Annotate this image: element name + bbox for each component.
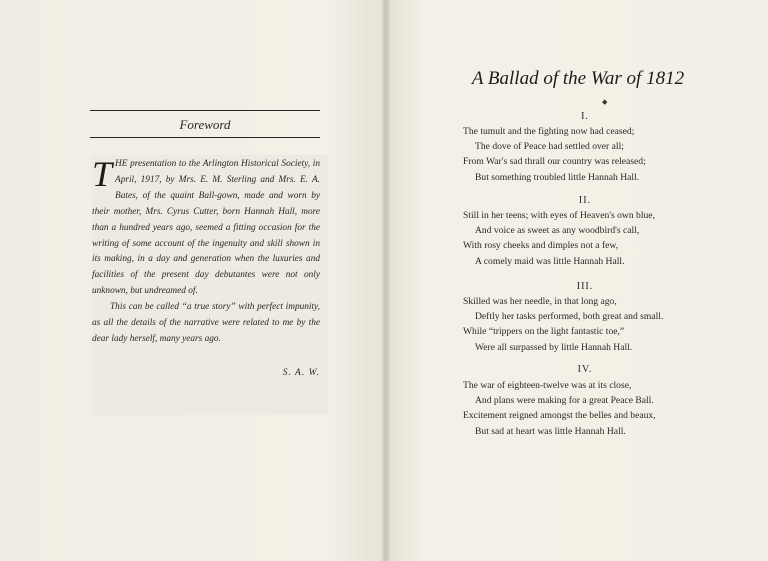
author-initials: S. A. W. <box>282 368 320 378</box>
stanza-number: I. <box>581 111 589 122</box>
ballad-title: A Ballad of the War of 1812 <box>471 68 685 89</box>
verse-line: Excitement reigned amongst the belles and beaux, <box>463 410 656 422</box>
verse-line: From War's sad thrall our country was released; <box>463 156 646 168</box>
stanza-number: IV. <box>577 364 593 375</box>
verse-line: Still in her teens; with eyes of Heaven's own blue, <box>463 210 655 221</box>
stanza-4 <box>463 378 723 439</box>
verse-line: Skilled was her needle, in that long ago, <box>463 296 617 307</box>
verse-line: Deftly her tasks performed, both great and small. <box>475 311 664 323</box>
foreword-paragraph-2: This can be called “a true story” with perfect impunity, as all the details of the narrative were related to me by the dear lady herself, many years ago. <box>92 302 320 344</box>
title-ornament: ◆ <box>602 98 608 106</box>
verse-line: The war of eighteen-twelve was at its close, <box>463 380 632 391</box>
verse-line: But sad at heart was little Hannah Hall. <box>475 425 626 437</box>
verse-line: But something troubled little Hannah Hall. <box>475 171 640 183</box>
drop-cap: T <box>92 154 113 194</box>
foreword-heading: Foreword <box>179 117 231 132</box>
foreword-paragraph-1 <box>92 154 320 300</box>
verse-line: And plans were making for a great Peace Ball. <box>475 395 654 407</box>
foreword-body <box>92 154 320 348</box>
foreword-top-rule <box>90 110 320 111</box>
stanza-number: III. <box>576 281 594 292</box>
verse-line: The dove of Peace had settled over all; <box>475 141 624 153</box>
verse-line: A comely maid was little Hannah Hall. <box>475 255 625 267</box>
stanza-1 <box>463 124 723 185</box>
stanza-number: II. <box>578 195 592 206</box>
verse-line: The tumult and the fighting now had ceased; <box>463 126 635 137</box>
foreword-paragraph-1-text: HE presentation to the Arlington Historical Society, in April, 1917, by Mrs. E. M. Sterling and Mrs. E. A. Bates, of the quaint Ball-gown, made and worn by their mother, Mrs. Cyrus Cutter, born Hannah Hall, more than a hundred years ago, seemed a fitting occasion for the writing of some account of the ingenuity and skill shown in its making, in a day and generation when the luxuries and facilities of the present day debutantes were not only unknown, but undreamed of. <box>92 159 320 297</box>
verse-line: Were all surpassed by little Hannah Hall. <box>475 341 633 353</box>
stanza-2 <box>463 208 723 269</box>
verse-line: And voice as sweet as any woodbird's call, <box>475 225 640 237</box>
verse-line: With rosy cheeks and dimples not a few, <box>463 240 619 252</box>
foreword-bottom-rule <box>90 137 320 138</box>
stanza-3 <box>463 294 723 355</box>
verse-line: While “trippers on the light fantastic toe,” <box>463 326 625 338</box>
